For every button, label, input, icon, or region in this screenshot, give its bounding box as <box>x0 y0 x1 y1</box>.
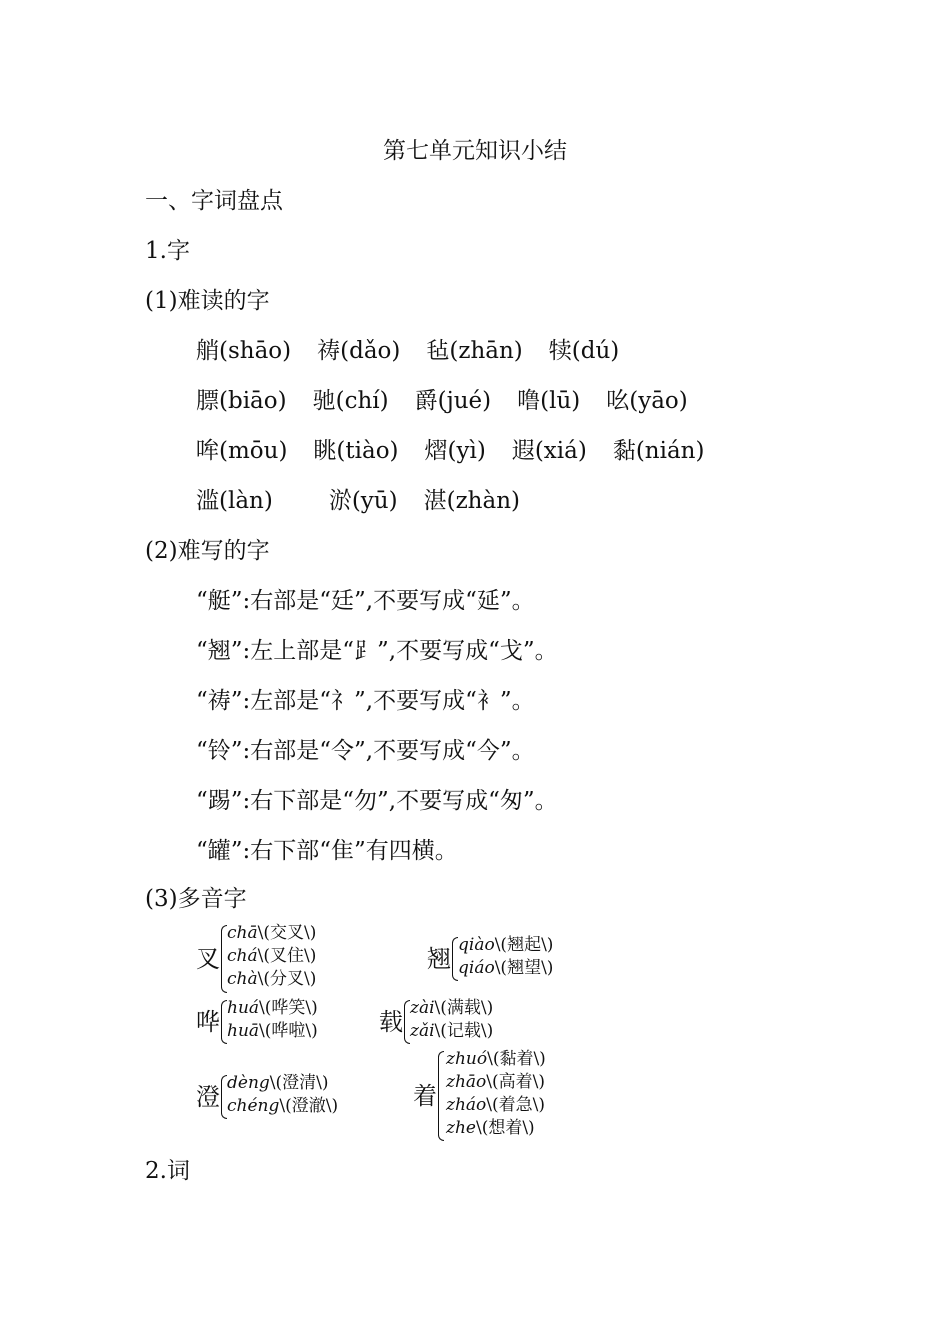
polyphone-char: 哗 <box>196 1008 220 1036</box>
reading: huā\(哗啦\) <box>227 1021 318 1041</box>
reading: chā\(交叉\) <box>227 923 317 943</box>
reading: qiào\(翘起\) <box>458 935 554 955</box>
reading: huá\(哗笑\) <box>227 998 318 1018</box>
char-pinyin: 毡(zhān) <box>426 338 523 364</box>
hard-read-row <box>196 436 704 466</box>
char-pinyin: 噜(lū) <box>517 388 581 414</box>
polyphone-char: 着 <box>413 1082 437 1110</box>
reading: zhe\(想着\) <box>446 1118 535 1138</box>
reading: chá\(叉住\) <box>227 946 317 966</box>
polyphone-char: 载 <box>379 1008 403 1036</box>
hard-read-row <box>196 386 688 416</box>
hard-read-row <box>196 486 520 516</box>
hard-write-item: “翘”:左上部是“⻊”,不要写成“戈”。 <box>196 638 558 664</box>
reading: zhuó\(黏着\) <box>446 1049 546 1069</box>
char-pinyin: 爵(jué) <box>414 388 492 414</box>
hard-write-item: “铃”:右部是“令”,不要写成“今”。 <box>196 738 535 764</box>
reading: zhāo\(高着\) <box>446 1072 546 1092</box>
polyphone-char: 澄 <box>196 1083 220 1111</box>
brace <box>438 1051 444 1141</box>
char-pinyin: 眺(tiào) <box>313 438 399 464</box>
reading: chéng\(澄澈\) <box>227 1096 339 1116</box>
polyphone-char: 叉 <box>196 945 220 973</box>
polyphone-heading: (3)多音字 <box>145 886 247 912</box>
hard-write-item: “艇”:右部是“廷”,不要写成“延”。 <box>196 588 535 614</box>
polyphone-char: 翘 <box>427 945 451 973</box>
char-pinyin: 膘(biāo) <box>196 388 287 414</box>
page-title: 第七单元知识小结 <box>383 138 567 164</box>
reading: dèng\(澄清\) <box>227 1073 329 1093</box>
char-pinyin: 祷(dǎo) <box>317 338 401 364</box>
char-pinyin: 艄(shāo) <box>196 338 292 364</box>
subheading-characters: 1.字 <box>145 238 190 264</box>
char-pinyin: 淤(yū) <box>328 488 398 514</box>
char-pinyin: 犊(dú) <box>548 338 620 364</box>
char-pinyin: 吆(yāo) <box>606 388 688 414</box>
char-pinyin: 驰(chí) <box>312 388 389 414</box>
subheading-words: 2.词 <box>145 1158 190 1184</box>
char-pinyin: 黏(nián) <box>612 438 705 464</box>
reading: zǎi\(记载\) <box>410 1021 494 1041</box>
char-pinyin: 湛(zhàn) <box>423 488 520 514</box>
char-pinyin: 哞(mōu) <box>196 438 288 464</box>
reading: zháo\(着急\) <box>446 1095 546 1115</box>
hard-write-item: “踢”:右下部是“勿”,不要写成“匆”。 <box>196 788 558 814</box>
char-pinyin: 熠(yì) <box>424 438 486 464</box>
hard-read-row <box>196 336 619 366</box>
reading: zài\(满载\) <box>410 998 494 1018</box>
reading: qiáo\(翘望\) <box>458 958 554 978</box>
char-pinyin: 遐(xiá) <box>511 438 587 464</box>
char-pinyin: 滥(làn) <box>196 488 273 514</box>
section-heading: 一、字词盘点 <box>145 188 283 214</box>
hard-write-item: “祷”:左部是“礻”,不要写成“衤”。 <box>196 688 535 714</box>
reading: chà\(分叉\) <box>227 969 317 989</box>
hard-to-read-heading: (1)难读的字 <box>145 288 270 314</box>
hard-to-write-heading: (2)难写的字 <box>145 538 270 564</box>
hard-write-item: “罐”:右下部“隹”有四横。 <box>196 838 458 864</box>
